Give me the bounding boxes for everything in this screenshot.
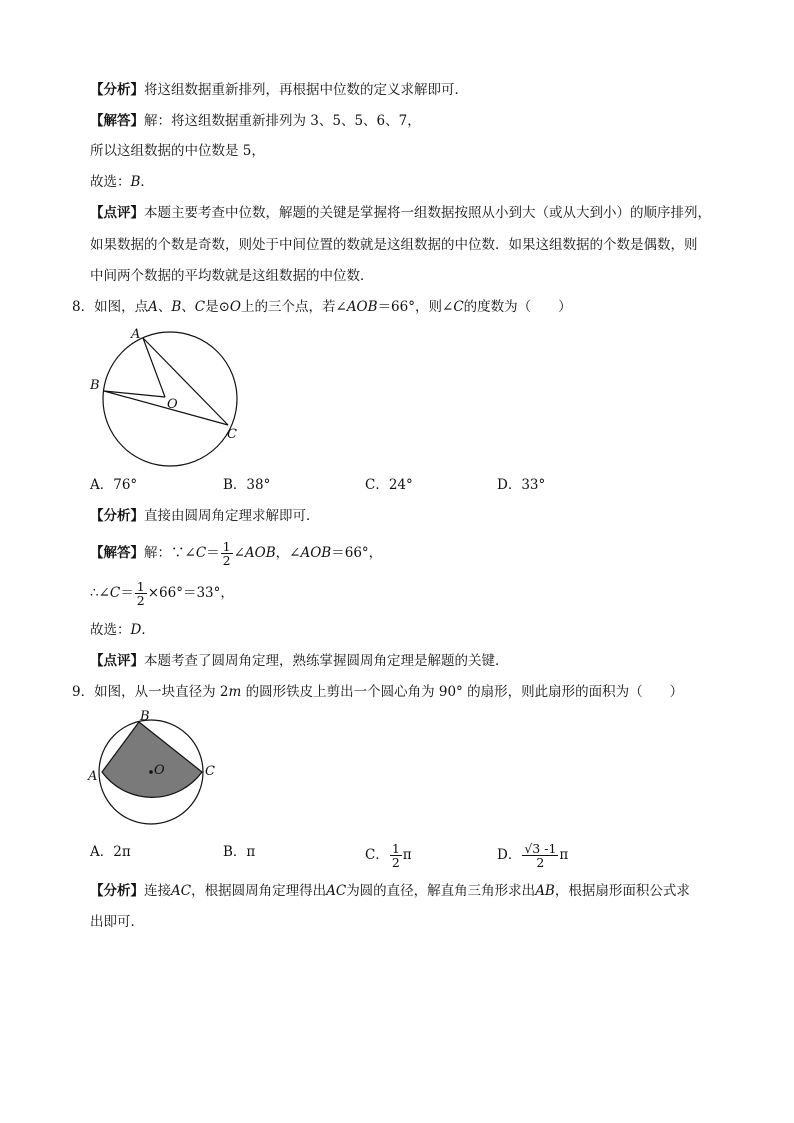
- q8-comment-text: 本题考查了圆周角定理，熟练掌握圆周角定理是解题的关键．: [144, 653, 509, 669]
- q8-choose-end: ．: [141, 622, 155, 638]
- q8-answer-line: [90, 540, 382, 567]
- analysis-tag: 【分析】: [90, 82, 144, 98]
- fraction-denominator: 2: [136, 593, 145, 608]
- q8-comment-line: [90, 651, 509, 671]
- q9-option-d-fraction: [522, 842, 558, 869]
- comment-line-7c: 中间两个数据的平均数就是这组数据的中位数．: [90, 268, 374, 284]
- q9-option-d-pi: π: [559, 847, 569, 863]
- analysis-text: 将这组数据重新排列，再根据中位数的定义求解即可．: [144, 82, 468, 98]
- q8-choose-line: [90, 620, 155, 640]
- q8-line-ao: [143, 338, 165, 397]
- comment-line-7a: [90, 203, 711, 223]
- q9-segment-ac: AC: [171, 883, 192, 899]
- comment-line-7b: 如果数据的个数是奇数，则处于中间位置的数就是这组数据的中位数．如果这组数据的个数是偶数，则: [90, 237, 698, 253]
- q8-stem-d: ＝66°，则∠: [377, 299, 454, 315]
- fraction-denominator: 2: [391, 855, 400, 870]
- q9-label-b: B: [140, 709, 150, 724]
- q9-analysis-line: [90, 881, 690, 901]
- q8-answer-b: ∠: [233, 545, 245, 561]
- q9-option-d[interactable]: [497, 842, 568, 869]
- q9-number: 9．: [72, 684, 95, 700]
- q8-angle-aob: AOB: [346, 299, 378, 315]
- answer-tag: 【解答】: [90, 113, 144, 129]
- analysis-line-7: [90, 80, 468, 100]
- q8-choose-letter: D: [130, 622, 142, 638]
- q9-option-c-fraction: [390, 842, 402, 869]
- choose-end: ．: [140, 174, 154, 190]
- fraction-denominator: 2: [536, 855, 545, 870]
- q8-answer-a: 解：∵∠: [144, 545, 196, 561]
- q8-label-b: B: [90, 378, 100, 393]
- q9-unit-m: m: [228, 684, 242, 700]
- fraction-numerator: 1: [222, 539, 231, 554]
- q8-answer-d: ＝66°，: [331, 545, 383, 561]
- answer-text: 解：将这组数据重新排列为 3、5、5、6、7，: [144, 113, 421, 129]
- q8-point-b: B: [171, 299, 182, 315]
- choose-prefix: 故选：: [90, 174, 131, 190]
- q8-answer-c-var: C: [195, 545, 207, 561]
- q9-stem-a: 如图，从一块直径为 2: [94, 684, 229, 700]
- q8-angle-c: C: [453, 299, 464, 315]
- q8-sep2: 、: [181, 299, 195, 315]
- q8-sep1: 、: [157, 299, 172, 315]
- q9-center-dot: [149, 770, 153, 774]
- q8-analysis-tag: 【分析】: [90, 508, 144, 524]
- q9-analysis-tag: 【分析】: [90, 883, 144, 899]
- q9-option-d-prefix: D．: [497, 847, 522, 863]
- q9-label-o: O: [154, 763, 165, 778]
- question-9-stem: [72, 682, 683, 702]
- comment-tag: 【点评】: [90, 205, 144, 221]
- q8-label-c: C: [227, 427, 237, 442]
- q8-comment-tag: 【点评】: [90, 653, 144, 669]
- q9-option-a[interactable]: A．2π: [90, 844, 131, 860]
- q9-analysis-d: ，根据扇形面积公式求: [554, 883, 690, 899]
- q8-therefore-c: C: [109, 585, 121, 601]
- q8-stem-e: 的度数为（ ）: [463, 299, 572, 315]
- q8-answer-tag: 【解答】: [90, 545, 144, 561]
- q8-analysis-line: [90, 506, 320, 526]
- q8-stem-a: 如图，点: [94, 299, 149, 315]
- q9-option-c[interactable]: [365, 842, 412, 869]
- q8-option-d[interactable]: D．33°: [497, 477, 546, 493]
- q9-stem-b: 的圆形铁皮上剪出一个圆心角为 90° 的扇形，则此扇形的面积为（ ）: [241, 684, 684, 700]
- q9-option-b[interactable]: B．π: [223, 844, 256, 860]
- fraction-numerator: √3 -1: [524, 841, 557, 856]
- choose-line-7: [90, 172, 154, 192]
- q8-fraction-half: [221, 540, 233, 567]
- q8-answer-c: ，∠: [275, 545, 301, 561]
- fraction-denominator: 2: [222, 553, 231, 568]
- q9-segment-ab: AB: [535, 883, 555, 899]
- q9-analysis-line-2: 出即可．: [90, 914, 144, 930]
- q9-segment-ac-2: AC: [326, 883, 347, 899]
- q9-figure: [88, 708, 228, 828]
- fraction-numerator: 1: [391, 841, 400, 856]
- q8-line-bc: [104, 391, 228, 425]
- q9-label-a: A: [88, 769, 98, 784]
- q8-therefore-a: ∴∠: [90, 585, 110, 601]
- q8-line-ac: [143, 338, 228, 425]
- q8-label-a: A: [131, 327, 141, 342]
- q8-therefore-eq: ＝: [120, 585, 134, 601]
- answer-line-7b: 所以这组数据的中位数是 5，: [90, 143, 265, 159]
- q9-analysis-c: 为圆的直径，解直角三角形求出: [346, 883, 536, 899]
- q8-answer-eq: ＝: [206, 545, 220, 561]
- q9-option-c-prefix: C．: [365, 847, 389, 863]
- q8-choose-prefix: 故选：: [90, 622, 131, 638]
- q8-analysis-text: 直接由圆周角定理求解即可．: [144, 508, 320, 524]
- q9-label-c: C: [205, 764, 215, 779]
- q8-therefore-b: ×66°＝33°，: [147, 585, 234, 601]
- q8-label-o: O: [167, 397, 178, 412]
- q8-number: 8．: [72, 299, 95, 315]
- comment-text-1: 本题主要考查中位数，解题的关键是掌握将一组数据按照从小到大（或从大到小）的顺序排列，: [144, 205, 711, 221]
- q8-stem-b: 是⊙: [205, 299, 230, 315]
- q9-option-c-pi: π: [402, 847, 412, 863]
- choose-letter: B: [130, 174, 141, 190]
- q8-answer-aob2: AOB: [300, 545, 332, 561]
- q8-point-c: C: [194, 299, 206, 315]
- q8-option-a[interactable]: A．76°: [90, 477, 138, 493]
- q9-analysis-a: 连接: [144, 883, 171, 899]
- q8-figure: [86, 325, 246, 465]
- q8-option-c[interactable]: C．24°: [365, 477, 413, 493]
- q8-therefore-line: [90, 580, 234, 607]
- answer-line-7: [90, 111, 421, 131]
- q9-analysis-b: ，根据圆周角定理得出: [191, 883, 327, 899]
- q8-answer-aob: AOB: [244, 545, 276, 561]
- q8-option-b[interactable]: B．38°: [223, 477, 271, 493]
- question-8-stem: [72, 297, 572, 317]
- q8-stem-c: 上的三个点，若∠: [241, 299, 347, 315]
- fraction-numerator: 1: [136, 579, 145, 594]
- q8-fraction-half-2: [135, 580, 147, 607]
- q8-point-o: O: [229, 299, 241, 315]
- q8-point-a: A: [148, 299, 158, 315]
